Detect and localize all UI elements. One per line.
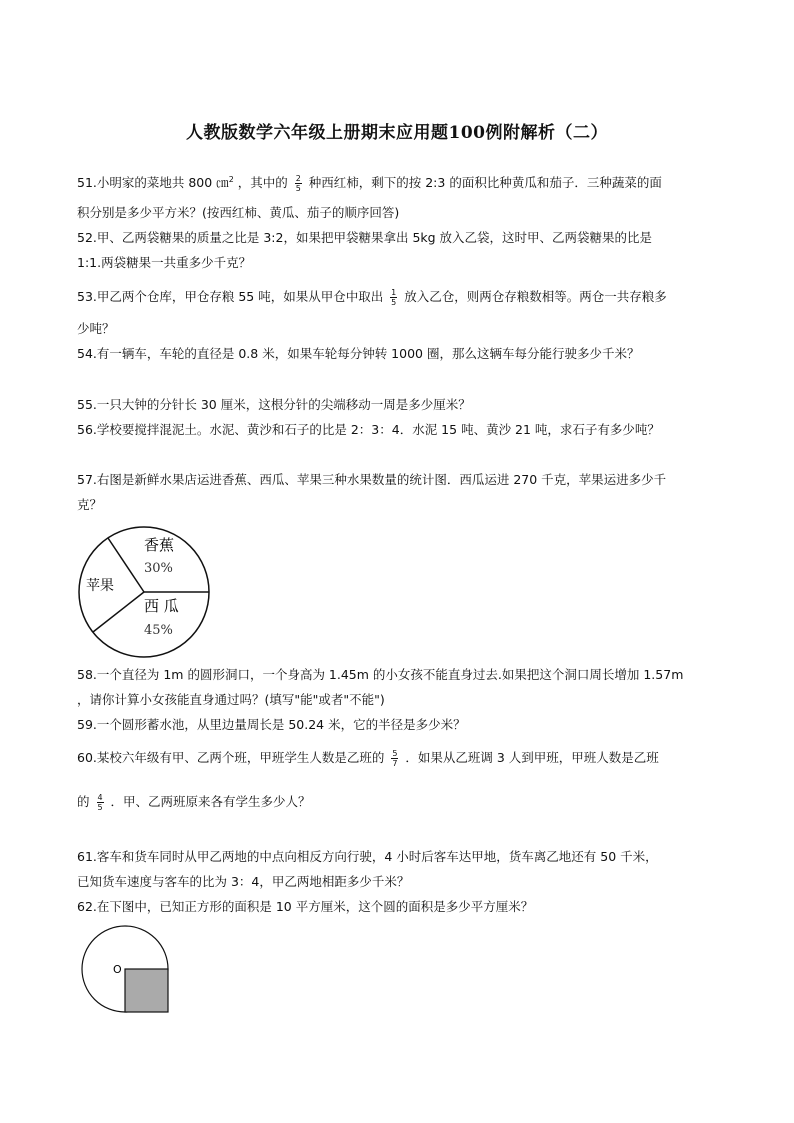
fraction-4-5: $\frac{4}{5}$ [97,793,103,812]
question-61-line-2: 已知货车速度与客车的比为 3：4，甲乙两地相距多少千米？ [77,874,410,889]
fraction-5-7: $\frac{5}{7}$ [392,749,398,768]
question-60-line-2: 的 $\frac{4}{5}$ ．甲、乙两班原来各有学生多少人？ [77,793,311,812]
question-61-line-1: 61.客车和货车同时从甲乙两地的中点向相反方向行驶，4 小时后客车达甲地，货车离乙地还有 50 千米， [77,849,658,864]
question-55: 55.一只大钟的分针长 30 厘米，这根分针的尖端移动一周是多少厘米？ [77,397,471,412]
question-62: 62.在下图中，已知正方形的面积是 10 平方厘米，这个圆的面积是多少平方厘米？ [77,899,534,914]
question-54: 54.有一辆车，车轮的直径是 0.8 米，如果车轮每分钟转 1000 圈，那么这辆车每分能行驶多少千米？ [77,346,640,361]
circle-square-figure [80,924,170,1014]
question-59: 59.一个圆形蓄水池，从里边量周长是 50.24 米，它的半径是多少米？ [77,717,466,732]
question-57-line-2: 克？ [77,497,103,512]
pie-value-banana: 30% [144,561,173,576]
question-52-line-1: 52.甲、乙两袋糖果的质量之比是 3:2，如果把甲袋糖果拿出 5kg 放入乙袋，这时甲、乙两袋糖果的比是 [77,230,653,245]
pie-value-watermelon: 45% [144,623,173,638]
shaded-square [125,969,168,1012]
pie-label-watermelon: 西 瓜 [144,597,179,615]
question-58-line-2: ，请你计算小女孩能直身通过吗？(填写"能"或者"不能") [77,692,385,707]
question-53-line-1: 53.甲乙两个仓库，甲仓存粮 55 吨，如果从甲仓中取出 $\frac{1}{5}$ 放入乙仓，则两仓存粮数相等。两仓一共存粮多 [77,288,667,307]
question-57-line-1: 57.右图是新鲜水果店运进香蕉、西瓜、苹果三种水果数量的统计图．西瓜运进 270 千克，苹果运进多少千 [77,472,667,487]
question-51-line-2: 积分别是多少平方米？(按西红柿、黄瓜、茄子的顺序回答) [77,205,400,220]
question-60-line-1: 60.某校六年级有甲、乙两个班，甲班学生人数是乙班的 $\frac{5}{7}$ ．如果从乙班调 3 人到甲班，甲班人数是乙班 [77,749,659,768]
question-52-line-2: 1:1.两袋糖果一共重多少千克？ [77,255,252,270]
fraction-2-5: $\frac{2}{5}$ [295,174,301,194]
page-title: 人教版数学六年级上册期末应用题100例附解析（二） [186,123,608,143]
center-point-label: O [113,963,122,976]
question-58-line-1: 58.一个直径为 1m 的圆形洞口，一个身高为 1.45m 的小女孩不能直身过去.如果把这个洞口周长增加 1.57m [77,667,684,682]
pie-label-apple: 苹果 [86,578,114,594]
fraction-1-5: $\frac{1}{5}$ [391,288,397,307]
fruit-pie-chart [76,524,212,660]
pie-label-banana: 香蕉 [144,536,175,554]
question-53-line-2: 少吨？ [77,321,115,336]
question-56: 56.学校要搅拌混泥土。水泥、黄沙和石子的比是 2：3：4．水泥 15 吨、黄沙 21 吨，求石子有多少吨？ [77,422,660,437]
question-51-line-1: 51.小明家的菜地共 800 ㎝$^2$ ，其中的 $\frac{2}{5}$ 种西红柿，剩下的按 2:3 的面积比种黄瓜和茄子．三种蔬菜的面 [77,174,662,194]
